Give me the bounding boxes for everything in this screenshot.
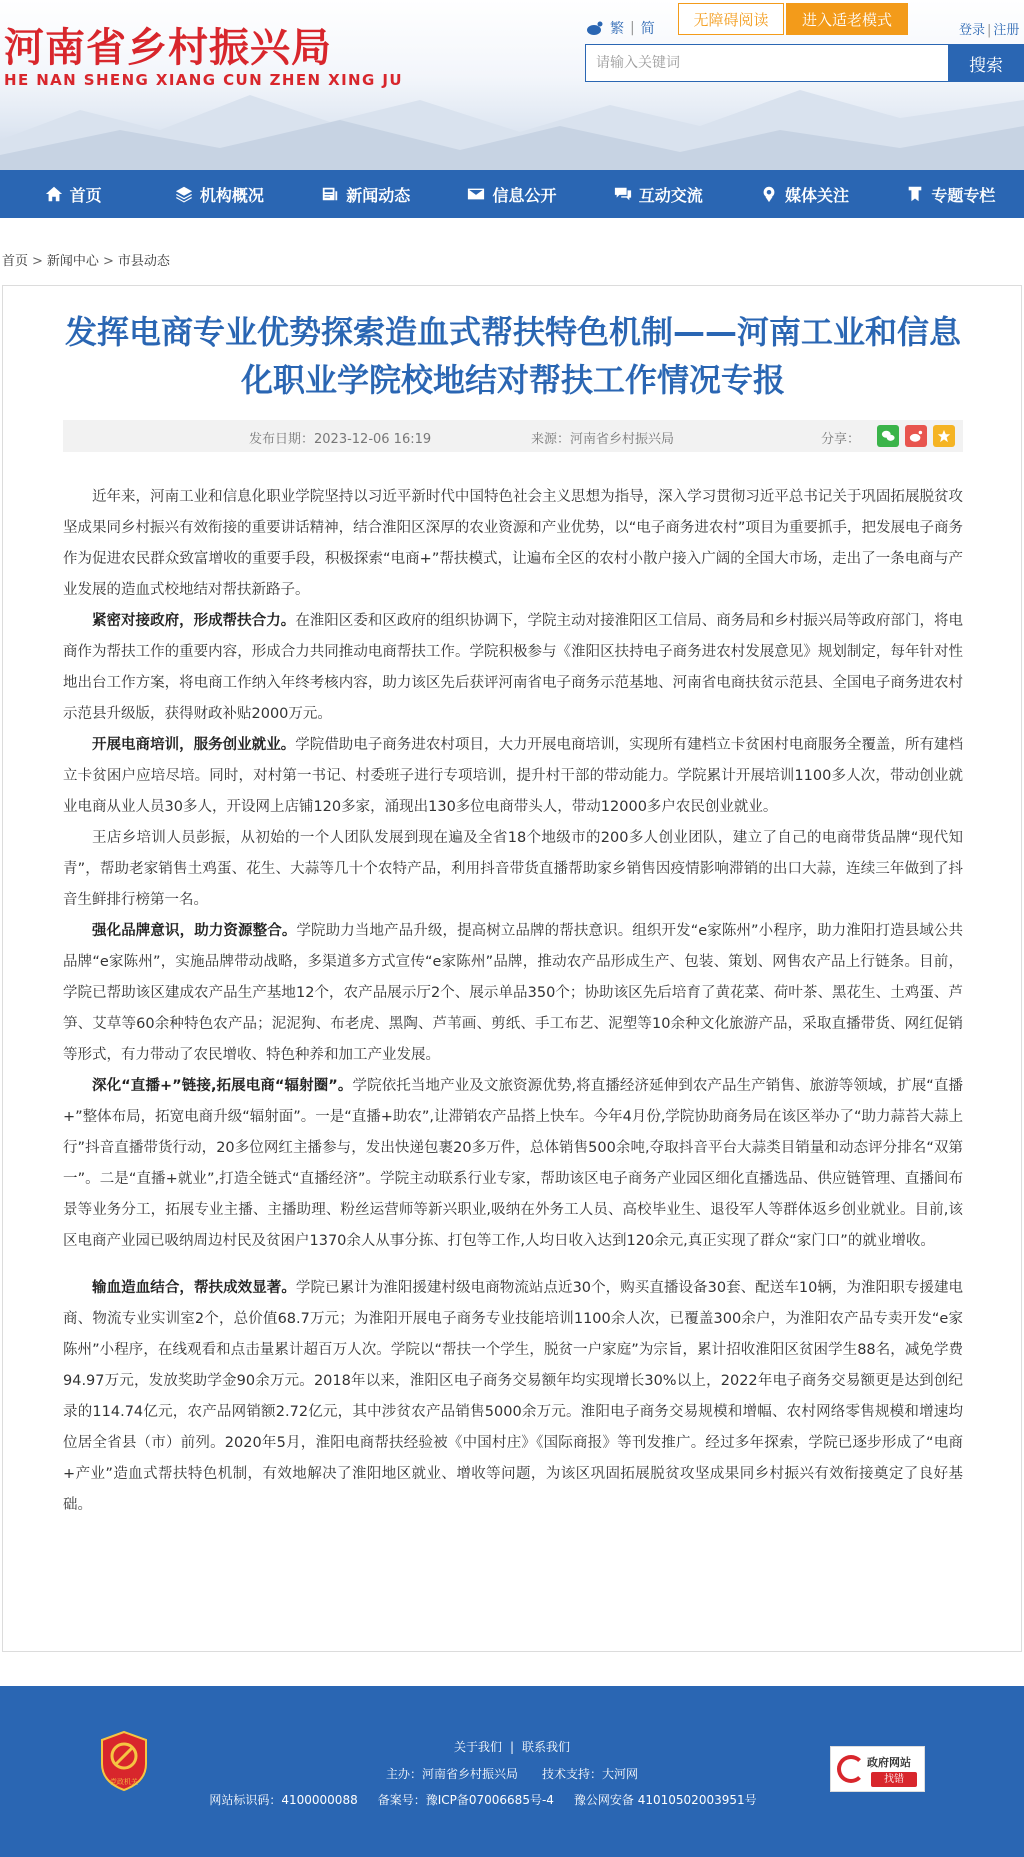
nav-label: 互动交流 xyxy=(638,185,703,205)
footer-registration-info xyxy=(0,1791,966,1808)
breadcrumb-separator: > xyxy=(102,254,114,269)
nav-item-interaction[interactable] xyxy=(585,170,731,218)
nav-item-media[interactable] xyxy=(731,170,877,218)
article-paragraph: 紧密对接政府，形成帮扶合力。在淮阳区委和区政府的组织协调下，学院主动对接淮阳区工信局、商务局和乡村振兴局等政府部门，将电商作为帮扶工作的重要内容，形成合力共同推动电商帮扶工作。学院积极参与《淮阳区扶持电子商务进农村发展意见》规划制定，每年针对性地出台工作方案，将电商工作纳入年终考核内容，助力该区先后获评河南省电子商务示范基地、河南省电商扶贫示范县、全国电子商务进农村示范县升级版，获得财政补贴2000万元。 xyxy=(63,613,964,722)
host-text: 主办：河南省乡村振兴局 xyxy=(385,1767,518,1781)
nav-label: 新闻动态 xyxy=(346,185,411,205)
gov-site-error-report-badge[interactable] xyxy=(830,1746,925,1792)
elderly-mode-button[interactable]: 进入适老模式 xyxy=(786,3,908,35)
wechat-share-icon[interactable] xyxy=(877,425,899,447)
paragraph-heading: 开展电商培训，服务创业就业。 xyxy=(92,737,296,753)
nav-label: 媒体关注 xyxy=(785,185,850,205)
tech-support-text: 技术支持：大河网 xyxy=(542,1767,639,1781)
breadcrumb-news-center[interactable]: 新闻中心 xyxy=(46,254,99,269)
site-id-text: 网站标识码：4100000088 xyxy=(209,1793,358,1807)
nav-item-news[interactable] xyxy=(293,170,439,218)
main-nav xyxy=(0,170,1024,218)
breadcrumb-home[interactable]: 首页 xyxy=(2,254,29,269)
party-badge-text: 党政机关 xyxy=(110,1778,138,1786)
article-paragraph: 深化“直播+”链接,拓展电商“辐射圈”。学院依托当地产业及文旅资源优势,将直播经济延伸到农产品生产销售、旅游等领域，扩展“直播+”整体布局，拓宽电商升级“辐射面”。一是“直播+助农”,让滞销农产品搭上快车。今年4月份,学院协助商务局在该区举办了“助力蒜苔大蒜上行”抖音直播带货行动，20多位网红主播参与，发出快递包裹20多万件，总体销售500余吨,夺取抖音平台大蒜类目销量和动态评分排名“双第一”。二是“直播+就业”,打造全链式“直播经济”。学院主动联系行业专家，帮助该区电子商务产业园区细化直播选品、供应链管理、直播间布景等业务分工，拓展专业主播、主播助理、粉丝运营师等新兴职业,吸纳在外务工人员、高校毕业生、退役军人等群体返乡创业就业。目前,该区电商产业园已吸纳周边村民及贫困户1370余人从事分拣、打包等工作,人均日收入达到120余元,真正实现了群众“家门口”的就业增收。 xyxy=(63,1078,964,1249)
mail-icon xyxy=(467,185,485,203)
bookmark-icon xyxy=(906,185,924,203)
article-title: 发挥电商专业优势探索造血式帮扶特色机制——河南工业和信息化职业学院校地结对帮扶工作情况专报 xyxy=(64,313,961,399)
site-header xyxy=(0,0,1024,170)
search-button[interactable]: 搜索 xyxy=(948,44,1024,82)
article-body xyxy=(63,482,963,1521)
breadcrumb xyxy=(2,250,170,269)
home-icon xyxy=(45,185,63,203)
breadcrumb-county-news[interactable]: 市县动态 xyxy=(117,254,170,269)
nav-item-disclosure[interactable] xyxy=(439,170,585,218)
lang-simplified[interactable]: 简 xyxy=(640,21,655,37)
site-logo-text[interactable]: 河南省乡村振兴局 xyxy=(4,24,332,71)
contact-us-link[interactable]: 联系我们 xyxy=(522,1740,571,1754)
article-meta-bar xyxy=(63,420,963,452)
article-paragraph: 输血造血结合，帮扶成效显著。学院已累计为淮阳援建村级电商物流站点近30个，购买直播设备30套、配送车10辆，为淮阳职专援建电商、物流专业实训室2个，总价值68.7万元；为淮阳开展电子商务专业技能培训1100余人次，已覆盖300余户，为淮阳农产品专卖开发“e家陈州”小程序，在线观看和点击量累计超百万人次。学院以“帮扶一个学生，脱贫一户家庭”为宗旨，累计招收淮阳区贫困学生88名，减免学费94.97万元，发放奖助学金90余万元。2018年以来，淮阳区电子商务交易额年均实现增长30%以上，2022年电子商务交易额更是达到创纪录的114.74亿元，农产品网销额2.72亿元，其中涉贫农产品销售5000余万元。淮阳电子商务交易规模和增幅、农村网络零售规模和增速均位居全省县（市）前列。2020年5月，淮阳电商帮扶经验被《中国村庄》《国际商报》等刊发推广。经过多年探索，学院已逐步形成了“电商+产业”造血式帮扶特色机制，有效地解决了淮阳地区就业、增收等问题，为该区巩固拓展脱贫攻坚成果同乡村振兴有效衔接奠定了良好基础。 xyxy=(63,1280,964,1513)
paragraph-heading: 紧密对接政府，形成帮扶合力。 xyxy=(92,613,296,629)
nav-label: 信息公开 xyxy=(492,185,557,205)
article-paragraph: 开展电商培训，服务创业就业。学院借助电子商务进农村项目，大力开展电商培训，实现所有建档立卡贫困村电商服务全覆盖，所有建档立卡贫困户应培尽培。同时，对村第一书记、村委班子进行专项培训，提升村干部的带动能力。学院累计开展培训1100多人次，带动创业就业电商从业人员30多人，开设网上店铺120多家，涌现出130多位电商带头人，带动12000多户农民创业就业。 xyxy=(63,737,964,815)
gov-badge-title: 政府网站 xyxy=(867,1756,911,1769)
nav-label: 机构概况 xyxy=(199,185,264,205)
accessible-reading-button[interactable]: 无障碍阅读 xyxy=(678,3,784,35)
eye-icon xyxy=(760,185,778,203)
site-logo-pinyin: HE NAN SHENG XIANG CUN ZHEN XING JU xyxy=(4,71,403,89)
nav-label: 专题专栏 xyxy=(931,185,996,205)
article-source: 来源：河南省乡村振兴局 xyxy=(531,432,675,447)
gov-badge-sub: 找错 xyxy=(871,1772,917,1787)
chat-icon xyxy=(614,185,632,203)
register-link[interactable]: 注册 xyxy=(993,23,1020,38)
police-record-text[interactable]: 豫公网安备 41010502003951号 xyxy=(573,1793,757,1807)
about-us-link[interactable]: 关于我们 xyxy=(453,1740,502,1754)
weibo-icon[interactable] xyxy=(586,20,604,36)
share-label: 分享： xyxy=(821,432,861,447)
site-footer xyxy=(0,1686,1024,1857)
breadcrumb-separator: > xyxy=(32,254,43,269)
nav-item-organization[interactable] xyxy=(146,170,292,218)
language-switch xyxy=(586,18,655,38)
search-input[interactable] xyxy=(585,44,948,82)
publish-date: 发布日期：2023-12-06 16:19 xyxy=(249,432,432,447)
lang-traditional[interactable]: 繁 xyxy=(610,21,624,37)
paragraph-heading: 深化“直播+”链接,拓展电商“辐射圈”。 xyxy=(92,1078,353,1094)
paragraph-heading: 强化品牌意识，助力资源整合。 xyxy=(92,923,297,939)
paragraph-heading: 输血造血结合，帮扶成效显著。 xyxy=(92,1280,296,1296)
news-icon xyxy=(321,185,339,203)
nav-item-topics[interactable] xyxy=(878,170,1024,218)
gov-badge-ring-icon xyxy=(837,1755,865,1783)
article-paragraph: 王店乡培训人员彭振，从初始的一个人团队发展到现在遍及全省18个地级市的200多人创业团队，建立了自己的电商带货品牌“现代知青”，帮助老家销售土鸡蛋、花生、大蒜等几十个农特产品，利用抖音带货直播帮助家乡销售因疫情影响滞销的出口大蒜，连续三年做到了抖音生鲜排行榜第一名。 xyxy=(63,830,963,908)
favorite-star-icon[interactable] xyxy=(933,425,955,447)
nav-item-home[interactable] xyxy=(0,170,146,218)
account-links xyxy=(959,19,1019,38)
icp-text[interactable]: 备案号：豫ICP备07006685号-4 xyxy=(377,1793,554,1807)
article-container xyxy=(2,285,1022,1652)
link-separator: | xyxy=(509,1740,515,1754)
lang-separator: | xyxy=(630,20,635,36)
article-paragraph: 强化品牌意识，助力资源整合。学院助力当地产品升级，提高树立品牌的帮扶意识。组织开发“e家陈州”小程序，助力淮阳打造县域公共品牌“e家陈州”，实施品牌带动战略，多渠道多方式宣传“e家陈州”品牌，推动农产品形成生产、包装、策划、网售农产品上行链条。目前，学院已帮助该区建成农产品生产基地12个，农产品展示厅2个、展示单品350个；协助该区先后培育了黄花菜、荷叶茶、黑花生、土鸡蛋、芦笋、艾草等60余种特色农产品；泥泥狗、布老虎、黑陶、芦苇画、剪纸、手工布艺、泥塑等10余种文化旅游产品，采取直播带货、网红促销等形式，有力带动了农民增收、特色种养和加工产业发展。 xyxy=(63,923,963,1063)
layers-icon xyxy=(175,185,193,203)
login-link[interactable]: 登录 xyxy=(959,23,986,38)
article-paragraph: 近年来，河南工业和信息化职业学院坚持以习近平新时代中国特色社会主义思想为指导，深入学习贯彻习近平总书记关于巩固拓展脱贫攻坚成果同乡村振兴有效衔接的重要讲话精神，结合淮阳区深厚的农业资源和产业优势，以“电子商务进农村”项目为重要抓手，把发展电子商务作为促进农民群众致富增收的重要手段，积极探索“电商+”帮扶模式，让遍布全区的农村小散户接入广阔的全国大市场，走出了一条电商与产业发展的造血式校地结对帮扶新路子。 xyxy=(63,489,963,598)
nav-label: 首页 xyxy=(69,185,102,205)
link-separator: | xyxy=(987,23,992,38)
weibo-share-icon[interactable] xyxy=(905,425,927,447)
